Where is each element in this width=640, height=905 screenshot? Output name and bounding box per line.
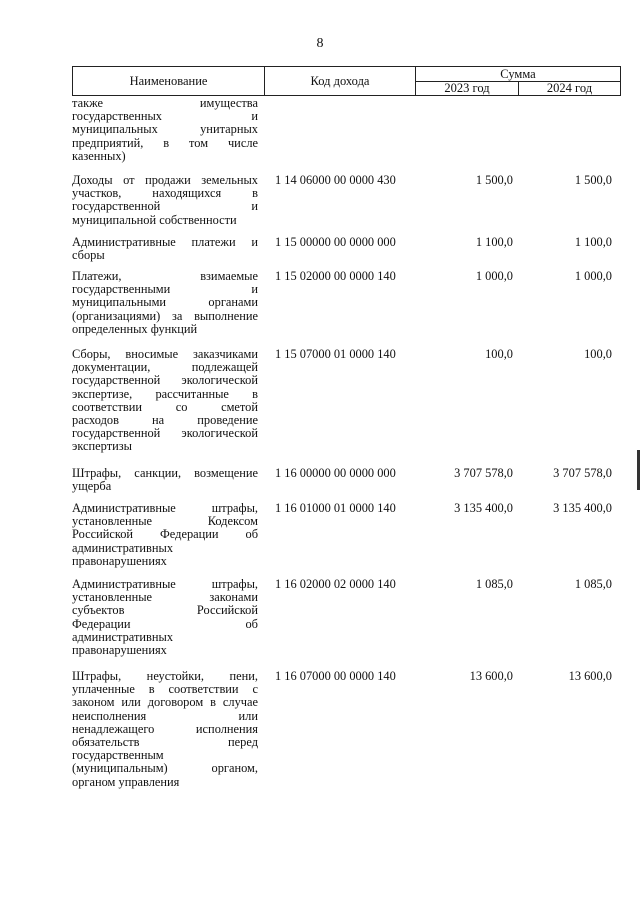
row-name-line: Сборы, вносимые заказчиками xyxy=(72,347,258,361)
row-name-line: органом управления xyxy=(72,774,180,789)
row-name-line: Российской Федерации об xyxy=(72,527,258,542)
header-year-2024-label: 2024 год xyxy=(546,81,593,95)
row-code: 1 16 07000 00 0000 140 xyxy=(275,669,396,683)
row-name-line: административных xyxy=(72,540,174,555)
row-name-line: экспертизы xyxy=(72,439,132,454)
row-name-line: Административные платежи и xyxy=(72,235,258,249)
row-name-line: Штрафы, санкции, возмещение xyxy=(72,466,258,480)
row-name-line: Федерации об xyxy=(72,616,258,631)
row-name xyxy=(72,502,258,568)
row-value-2024: 1 000,0 xyxy=(574,269,612,283)
page-number: 8 xyxy=(316,36,324,51)
row-value-2024: 1 085,0 xyxy=(574,577,612,591)
row-code: 1 16 00000 00 0000 000 xyxy=(275,466,396,480)
row-name xyxy=(72,467,258,493)
row-name-line: экспертизе, рассчитанные в xyxy=(72,386,258,401)
row-code: 1 15 02000 00 0000 140 xyxy=(275,269,396,283)
row-name-line: неисполнения или xyxy=(72,708,258,723)
row-name xyxy=(72,578,258,657)
row-name xyxy=(72,270,258,336)
row-name xyxy=(72,236,258,262)
row-value-2023: 3 707 578,0 xyxy=(454,466,513,480)
header-year-2024 xyxy=(518,81,621,96)
row-name-line: расходов на проведение xyxy=(72,412,258,427)
row-name-line: Административные штрафы, xyxy=(72,501,258,515)
row-name-line: участков, находящихся в xyxy=(72,186,258,201)
row-name xyxy=(72,97,258,163)
row-name-line: сборы xyxy=(72,248,105,263)
row-name-line: Штрафы, неустойки, пени, xyxy=(72,669,258,683)
row-name-line: соответствии со сметой xyxy=(72,399,258,414)
row-value-2023: 3 135 400,0 xyxy=(454,501,513,515)
row-value-2023: 1 100,0 xyxy=(475,235,513,249)
row-name-line: муниципальных унитарных xyxy=(72,122,258,137)
header-name-label: Наименование xyxy=(129,73,208,88)
row-name-line: субъектов Российской xyxy=(72,603,258,618)
header-year-2023 xyxy=(415,81,519,96)
row-name-line: установленные Кодексом xyxy=(72,514,258,529)
row-value-2024: 3 135 400,0 xyxy=(553,501,612,515)
header-name xyxy=(72,66,265,96)
row-name-line: государственной экологической xyxy=(72,426,258,441)
row-name xyxy=(72,670,258,789)
row-code: 1 15 07000 01 0000 140 xyxy=(275,347,396,361)
row-value-2023: 1 085,0 xyxy=(475,577,513,591)
row-name-line: государственных и xyxy=(72,109,258,124)
row-name-line: государственной и xyxy=(72,199,258,214)
row-name-line: (муниципальным) органом, xyxy=(72,761,258,776)
row-name-line: обязательств перед xyxy=(72,734,258,749)
row-name-line: ущерба xyxy=(72,479,112,494)
row-name-line: правонарушениях xyxy=(72,642,167,657)
row-code: 1 16 01000 01 0000 140 xyxy=(275,501,396,515)
row-name-line: правонарушениях xyxy=(72,553,167,568)
row-value-2024: 3 707 578,0 xyxy=(553,466,612,480)
header-code-label: Код дохода xyxy=(310,73,370,88)
row-name-line: законом или договором в случае xyxy=(72,695,258,710)
row-value-2024: 1 100,0 xyxy=(574,235,612,249)
row-code: 1 15 00000 00 0000 000 xyxy=(275,235,396,249)
row-name-line: муниципальной собственности xyxy=(72,212,237,227)
row-name-line: административных xyxy=(72,629,174,644)
row-name-line: муниципальными органами xyxy=(72,295,258,310)
row-name-line: установленные законами xyxy=(72,590,258,605)
row-name-line: Доходы от продажи земельных xyxy=(72,173,258,187)
row-value-2023: 100,0 xyxy=(485,347,513,361)
row-name xyxy=(72,174,258,227)
row-name-line: документации, подлежащей xyxy=(72,360,258,375)
row-value-2023: 1 000,0 xyxy=(475,269,513,283)
row-name xyxy=(72,348,258,454)
row-value-2023: 1 500,0 xyxy=(475,173,513,187)
header-year-2023-label: 2023 год xyxy=(444,81,490,95)
row-name-line: государственной экологической xyxy=(72,373,258,388)
row-code: 1 16 02000 02 0000 140 xyxy=(275,577,396,591)
row-name-line: (организациями) за выполнение xyxy=(72,308,258,323)
row-name-line: предприятий, в том числе xyxy=(72,135,258,150)
row-name-line: уплаченные в соответствии с xyxy=(72,682,258,697)
row-name-line: Платежи, взимаемые xyxy=(72,269,258,283)
row-name-line: государственным xyxy=(72,748,164,763)
row-name-line: государственными и xyxy=(72,282,258,297)
row-name-line: Административные штрафы, xyxy=(72,577,258,591)
row-name-line: ненадлежащего исполнения xyxy=(72,721,258,736)
row-name-line: казенных) xyxy=(72,148,126,163)
header-sum-label: Сумма xyxy=(500,66,536,81)
row-value-2024: 1 500,0 xyxy=(574,173,612,187)
row-value-2023: 13 600,0 xyxy=(469,669,513,683)
row-value-2024: 13 600,0 xyxy=(568,669,612,683)
row-name-line: также имущества xyxy=(72,96,258,110)
header-code xyxy=(264,66,416,96)
row-name-line: определенных функций xyxy=(72,321,198,336)
row-code: 1 14 06000 00 0000 430 xyxy=(275,173,396,187)
row-value-2024: 100,0 xyxy=(584,347,612,361)
header-sum xyxy=(415,66,621,82)
